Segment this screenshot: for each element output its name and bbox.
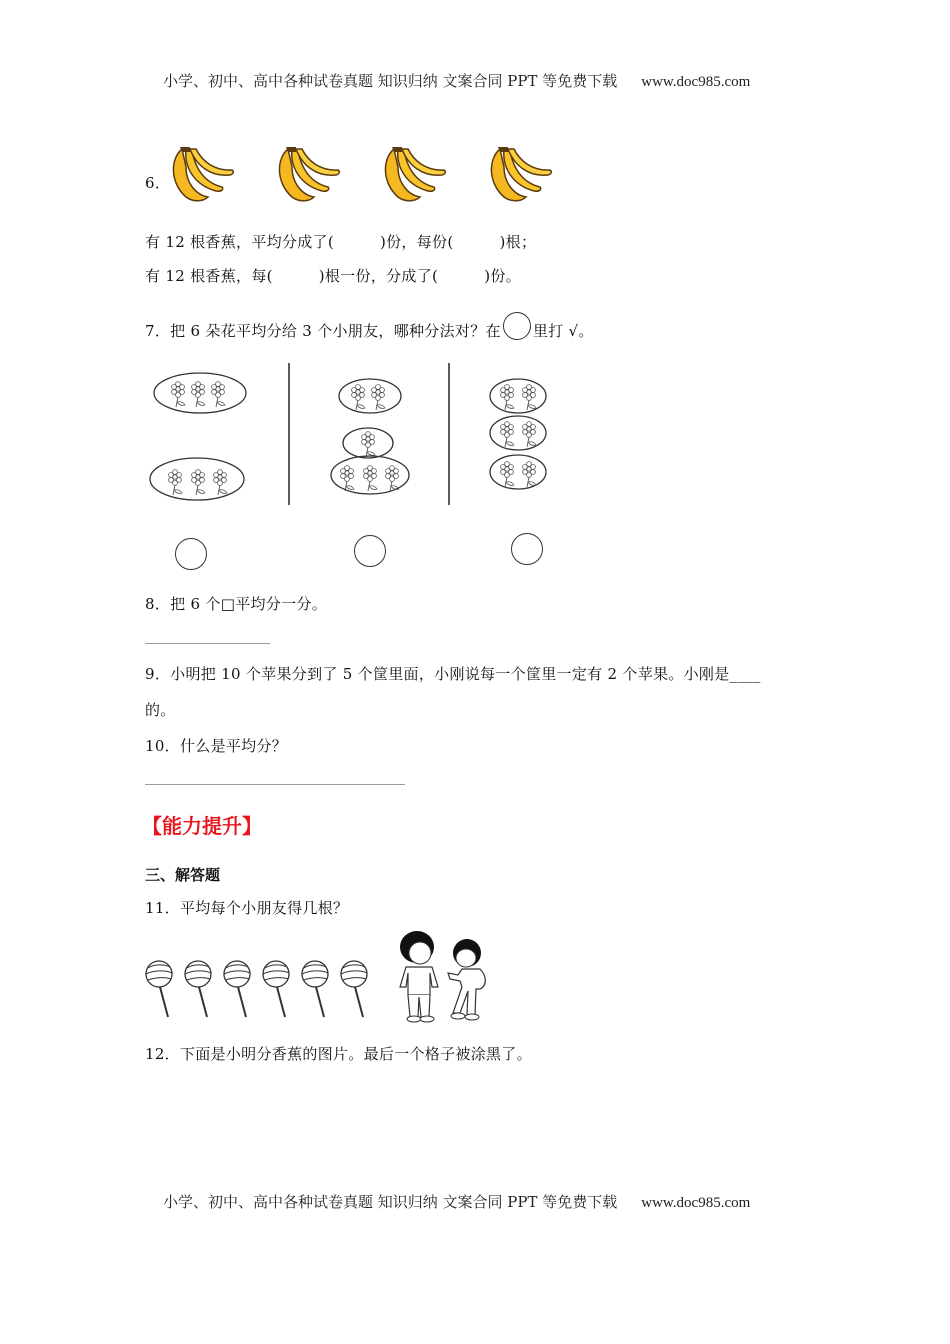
- q6-line2-part1: 有 12 根香蕉，每(: [145, 267, 273, 285]
- circle-icon: [503, 312, 531, 340]
- girl-icon: [448, 939, 485, 1020]
- banana-icon: [274, 145, 344, 203]
- banana-icon: [486, 145, 556, 203]
- banana-icon: [168, 145, 238, 203]
- q7-question: [145, 312, 594, 341]
- answer-circle-option-b[interactable]: [354, 535, 386, 567]
- page-header: [163, 70, 750, 91]
- answer-circle-option-c[interactable]: [511, 533, 543, 565]
- q6-line1-part2: )份，每份(: [379, 233, 454, 251]
- answer-circle-option-a[interactable]: [175, 538, 207, 570]
- header-url: www.doc985.com: [641, 74, 751, 90]
- q6-line1: [145, 231, 536, 252]
- q8-answer-line[interactable]: [145, 643, 270, 644]
- q7-text-part1: 7．把 6 朵花平均分给 3 个小朋友，哪种分法对？在: [145, 322, 501, 340]
- q8-question: 8．把 6 个□平均分一分。: [145, 595, 327, 613]
- boy-icon: [400, 931, 438, 1022]
- q10-question: 10．什么是平均分？: [145, 737, 288, 755]
- q6-line2: [145, 265, 521, 286]
- q11-question: 11．平均每个小朋友得几根？: [145, 899, 349, 917]
- footer-url: www.doc985.com: [641, 1195, 751, 1211]
- lollipop-icon: [146, 961, 172, 1017]
- q6-line1-part1: 有 12 根香蕉，平均分成了(: [145, 233, 334, 251]
- section-heading: 【能力提升】: [142, 814, 262, 838]
- header-text: 小学、初中、高中各种试卷真题 知识归纳 文案合同 PPT 等免费下载: [163, 72, 618, 90]
- q11-figure: [140, 925, 500, 1025]
- q10-answer-line[interactable]: [145, 784, 405, 785]
- q6-line2-part3: )份。: [484, 267, 521, 285]
- q6-line2-part2: )根一份，分成了(: [318, 267, 439, 285]
- q6-line1-part3: )根；: [499, 233, 537, 251]
- banana-icon: [380, 145, 450, 203]
- q7-text-part2: 里打 √。: [532, 322, 594, 340]
- q6-number: 6．: [145, 174, 171, 192]
- q9-question: 9．小明把 10 个苹果分到了 5 个筐里面，小刚说每一个筐里一定有 2 个苹果。小刚是____: [145, 665, 761, 683]
- page-footer: [163, 1191, 750, 1212]
- q9-question-cont: 的。: [145, 701, 176, 719]
- section-title: 三、解答题: [145, 866, 221, 884]
- q12-question: 12．下面是小明分香蕉的图片。最后一个格子被涂黑了。: [145, 1045, 532, 1063]
- q6-bananas: [168, 145, 558, 205]
- footer-text: 小学、初中、高中各种试卷真题 知识归纳 文案合同 PPT 等免费下载: [163, 1193, 618, 1211]
- q7-flower-groups: [140, 355, 560, 515]
